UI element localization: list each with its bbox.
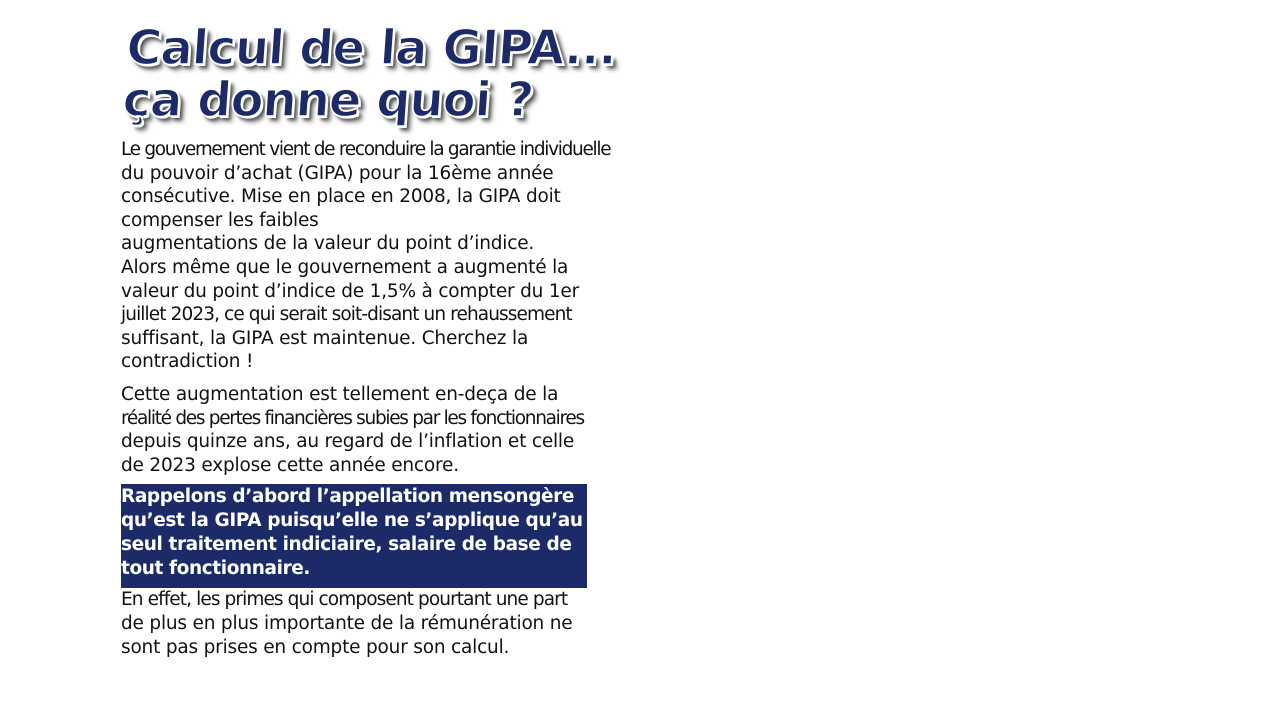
paragraph-line: de plus en plus importante de la rémunération ne <box>121 612 573 634</box>
paragraph-inflation <box>121 383 587 477</box>
paragraph-line: juillet 2023, ce qui serait soit-disant un rehaussement <box>121 304 572 326</box>
paragraph-line: de 2023 explose cette année encore. <box>121 454 459 476</box>
highlight-box <box>121 484 587 588</box>
article <box>120 20 619 659</box>
highlight-line: tout fonctionnaire. <box>121 558 311 580</box>
title-line-1: Calcul de la GIPA... <box>124 20 619 76</box>
paragraph-line: depuis quinze ans, au regard de l’inflation et celle <box>121 431 575 453</box>
highlight-line: qu’est la GIPA puisqu’elle ne s’applique qu’au <box>121 510 583 532</box>
paragraph-line: contradiction ! <box>121 351 254 373</box>
paragraph-line: consécutive. Mise en place en 2008, la GIPA doit <box>121 186 561 208</box>
paragraph-line: du pouvoir d’achat (GIPA) pour la 16ème année <box>121 162 554 184</box>
paragraph-line: sont pas prises en compte pour son calcul. <box>121 636 510 658</box>
paragraph-line: valeur du point d’indice de 1,5% à compter du 1er <box>121 280 580 302</box>
paragraph-line: réalité des pertes financières subies par les fonctionnaires <box>121 407 584 429</box>
paragraph-line: augmentations de la valeur du point d’indice. <box>121 233 535 255</box>
article-title <box>120 20 619 128</box>
title-line-2: ça donne quoi ? <box>120 72 535 128</box>
paragraph-line: compenser les faibles <box>121 209 319 231</box>
highlight-line: Rappelons d’abord l’appellation mensongère <box>121 486 575 508</box>
paragraph-line: En effet, les primes qui composent pourtant une part <box>121 589 568 611</box>
paragraph-line: suffisant, la GIPA est maintenue. Cherchez la <box>121 327 529 349</box>
paragraph-intro <box>121 138 611 374</box>
highlight-line: seul traitement indiciaire, salaire de base de <box>121 534 572 556</box>
paragraph-primes <box>121 588 587 659</box>
paragraph-line: Alors même que le gouvernement a augmenté la <box>121 256 569 278</box>
paragraph-line: Le gouvernement vient de reconduire la garantie individuelle <box>121 139 611 160</box>
paragraph-line: Cette augmentation est tellement en-deça de la <box>121 383 559 405</box>
